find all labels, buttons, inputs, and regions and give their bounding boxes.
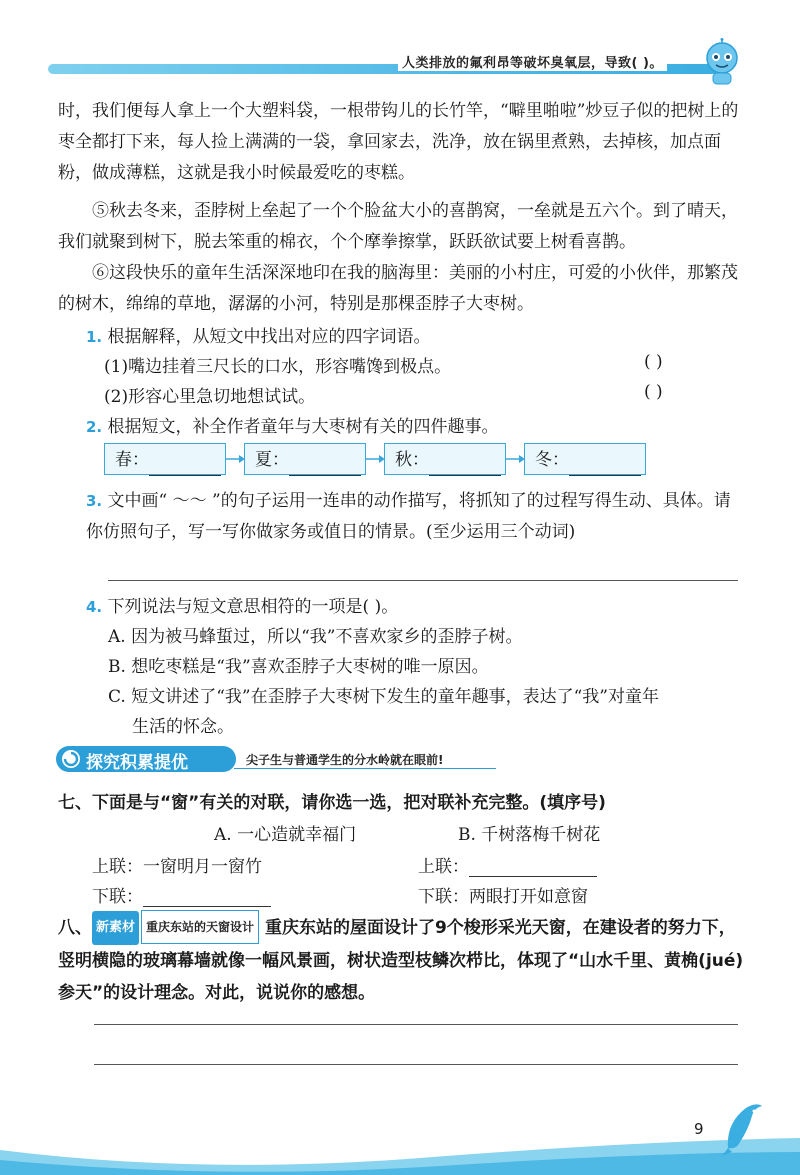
new-material-tag: 新素材 [92, 911, 139, 945]
swirl-icon [60, 749, 82, 769]
question-8-number: 八、 [58, 918, 92, 938]
question-3-number: 3. [86, 492, 103, 510]
passage-paragraph-6: ⑥这段快乐的童年生活深深地印在我的脑海里：美丽的小村庄，可爱的小伙伴，那繁茂的树木，绵绵的草地，潺潺的小河，特别是那棵歪脖子大枣树。 [58, 263, 738, 314]
answer-paren-2[interactable]: ( ) [644, 382, 663, 402]
answer-blank[interactable] [149, 453, 221, 476]
flow-box-label: 冬： [535, 450, 569, 470]
question-4-text: 下列说法与短文意思相符的一项是( )。 [107, 597, 399, 617]
couplet-option-a[interactable]: A. 一心造就幸福门 [214, 825, 357, 845]
answer-blank[interactable] [289, 453, 361, 476]
couplet-left-upper: 上联：一窗明月一窗竹 [92, 857, 262, 877]
answer-line[interactable] [94, 1024, 738, 1025]
footer-wave [0, 1130, 800, 1175]
flow-box-label: 春： [115, 450, 149, 470]
section-banner [56, 746, 496, 772]
flow-box-autumn[interactable] [384, 443, 506, 475]
question-3 [86, 486, 746, 548]
answer-blank[interactable] [429, 453, 501, 476]
answer-paren-1[interactable]: ( ) [644, 352, 663, 372]
dolphin-icon [718, 1098, 768, 1158]
answer-blank[interactable] [469, 854, 597, 877]
flow-box-summer[interactable] [244, 443, 366, 475]
passage-paragraph-5: ⑤秋去冬来，歪脖树上垒起了一个个脸盆大小的喜鹊窝，一垒就是五六个。到了晴天，我们就聚到树下，脱去笨重的棉衣，个个摩拳擦掌，跃跃欲试要上树看喜鹊。 [58, 201, 738, 252]
question-8 [58, 910, 748, 1009]
arrow-right-icon [366, 452, 386, 466]
couplet-left-lower-label: 下联： [92, 887, 143, 907]
page-number: 9 [694, 1120, 704, 1138]
section-banner-underline [234, 768, 496, 769]
question-1-item-1: (1)嘴边挂着三尺长的口水，形容嘴馋到极点。 [104, 357, 452, 377]
couplet-right-upper [418, 852, 597, 877]
question-3-text: 文中画“ ～～ ”的句子运用一连串的动作描写，将抓知了的过程写得生动、具体。请你仿照句子，写一写你做家务或值日的情景。(至少运用三个动词) [86, 491, 731, 542]
answer-blank[interactable] [143, 884, 271, 907]
option-a[interactable]: A. 因为被马蜂蜇过，所以“我”不喜欢家乡的歪脖子树。 [108, 627, 523, 647]
option-c[interactable]: C. 短文讲述了“我”在歪脖子大枣树下发生的童年趣事，表达了“我”对童年 [108, 687, 659, 707]
section-banner-subtitle: 尖子生与普通学生的分水岭就在眼前! [246, 753, 444, 767]
flow-box-spring[interactable] [104, 443, 226, 475]
section-banner-title: 探究积累提优 [86, 753, 188, 773]
couplet-right-lower: 下联：两眼打开如意窗 [418, 887, 588, 907]
option-c-continued: 生活的怀念。 [132, 717, 234, 737]
question-2 [86, 412, 499, 437]
arrow-right-icon [506, 452, 526, 466]
couplet-option-b[interactable]: B. 千树落梅千树花 [458, 825, 601, 845]
robot-mascot-icon [700, 38, 744, 86]
answer-line[interactable] [108, 580, 738, 581]
question-4 [86, 592, 398, 617]
question-2-number: 2. [86, 418, 103, 436]
question-1-text: 根据解释，从短文中找出对应的四字词语。 [107, 327, 431, 347]
flow-box-label: 秋： [395, 450, 429, 470]
question-1-number: 1. [86, 328, 103, 346]
header-tip: 人类排放的氟利昂等破坏臭氧层，导致( )。 [398, 52, 667, 71]
passage-paragraph-4-continued: 时，我们便每人拿上一个大塑料袋，一根带钩儿的长竹竿，“噼里啪啦”炒豆子似的把树上的枣全都打下来，每人捡上满满的一袋，拿回家去，洗净，放在锅里煮熟，去掉核，加点面粉，做成薄糕，这就是我小时候最爱吃的枣糕。 [58, 101, 739, 183]
question-1 [86, 322, 431, 347]
question-7-heading: 七、下面是与“窗”有关的对联，请你选一选，把对联补充完整。(填序号) [58, 793, 606, 813]
arrow-right-icon [226, 452, 246, 466]
flow-box-label: 夏： [255, 450, 289, 470]
question-1-item-2: (2)形容心里急切地想试试。 [104, 387, 316, 407]
option-b[interactable]: B. 想吃枣糕是“我”喜欢歪脖子大枣树的唯一原因。 [108, 657, 489, 677]
question-8-text: 重庆东站的屋面设计了9个梭形采光天窗，在建设者的努力下，竖明横隐的玻璃幕墙就像一幅风景画，树状造型枝鳞次栉比，体现了“山水千里、黄桷(jué)参天”的设计理念。对此，说说你的感想。 [58, 918, 744, 1003]
question-4-number: 4. [86, 598, 103, 616]
flow-box-winter[interactable] [524, 443, 646, 475]
topic-tag: 重庆东站的天窗设计 [141, 910, 259, 944]
answer-blank[interactable] [569, 453, 641, 476]
question-2-text: 根据短文，补全作者童年与大枣树有关的四件趣事。 [107, 417, 499, 437]
answer-line[interactable] [94, 1064, 738, 1065]
couplet-right-upper-label: 上联： [418, 857, 469, 877]
couplet-left-lower [92, 882, 271, 907]
